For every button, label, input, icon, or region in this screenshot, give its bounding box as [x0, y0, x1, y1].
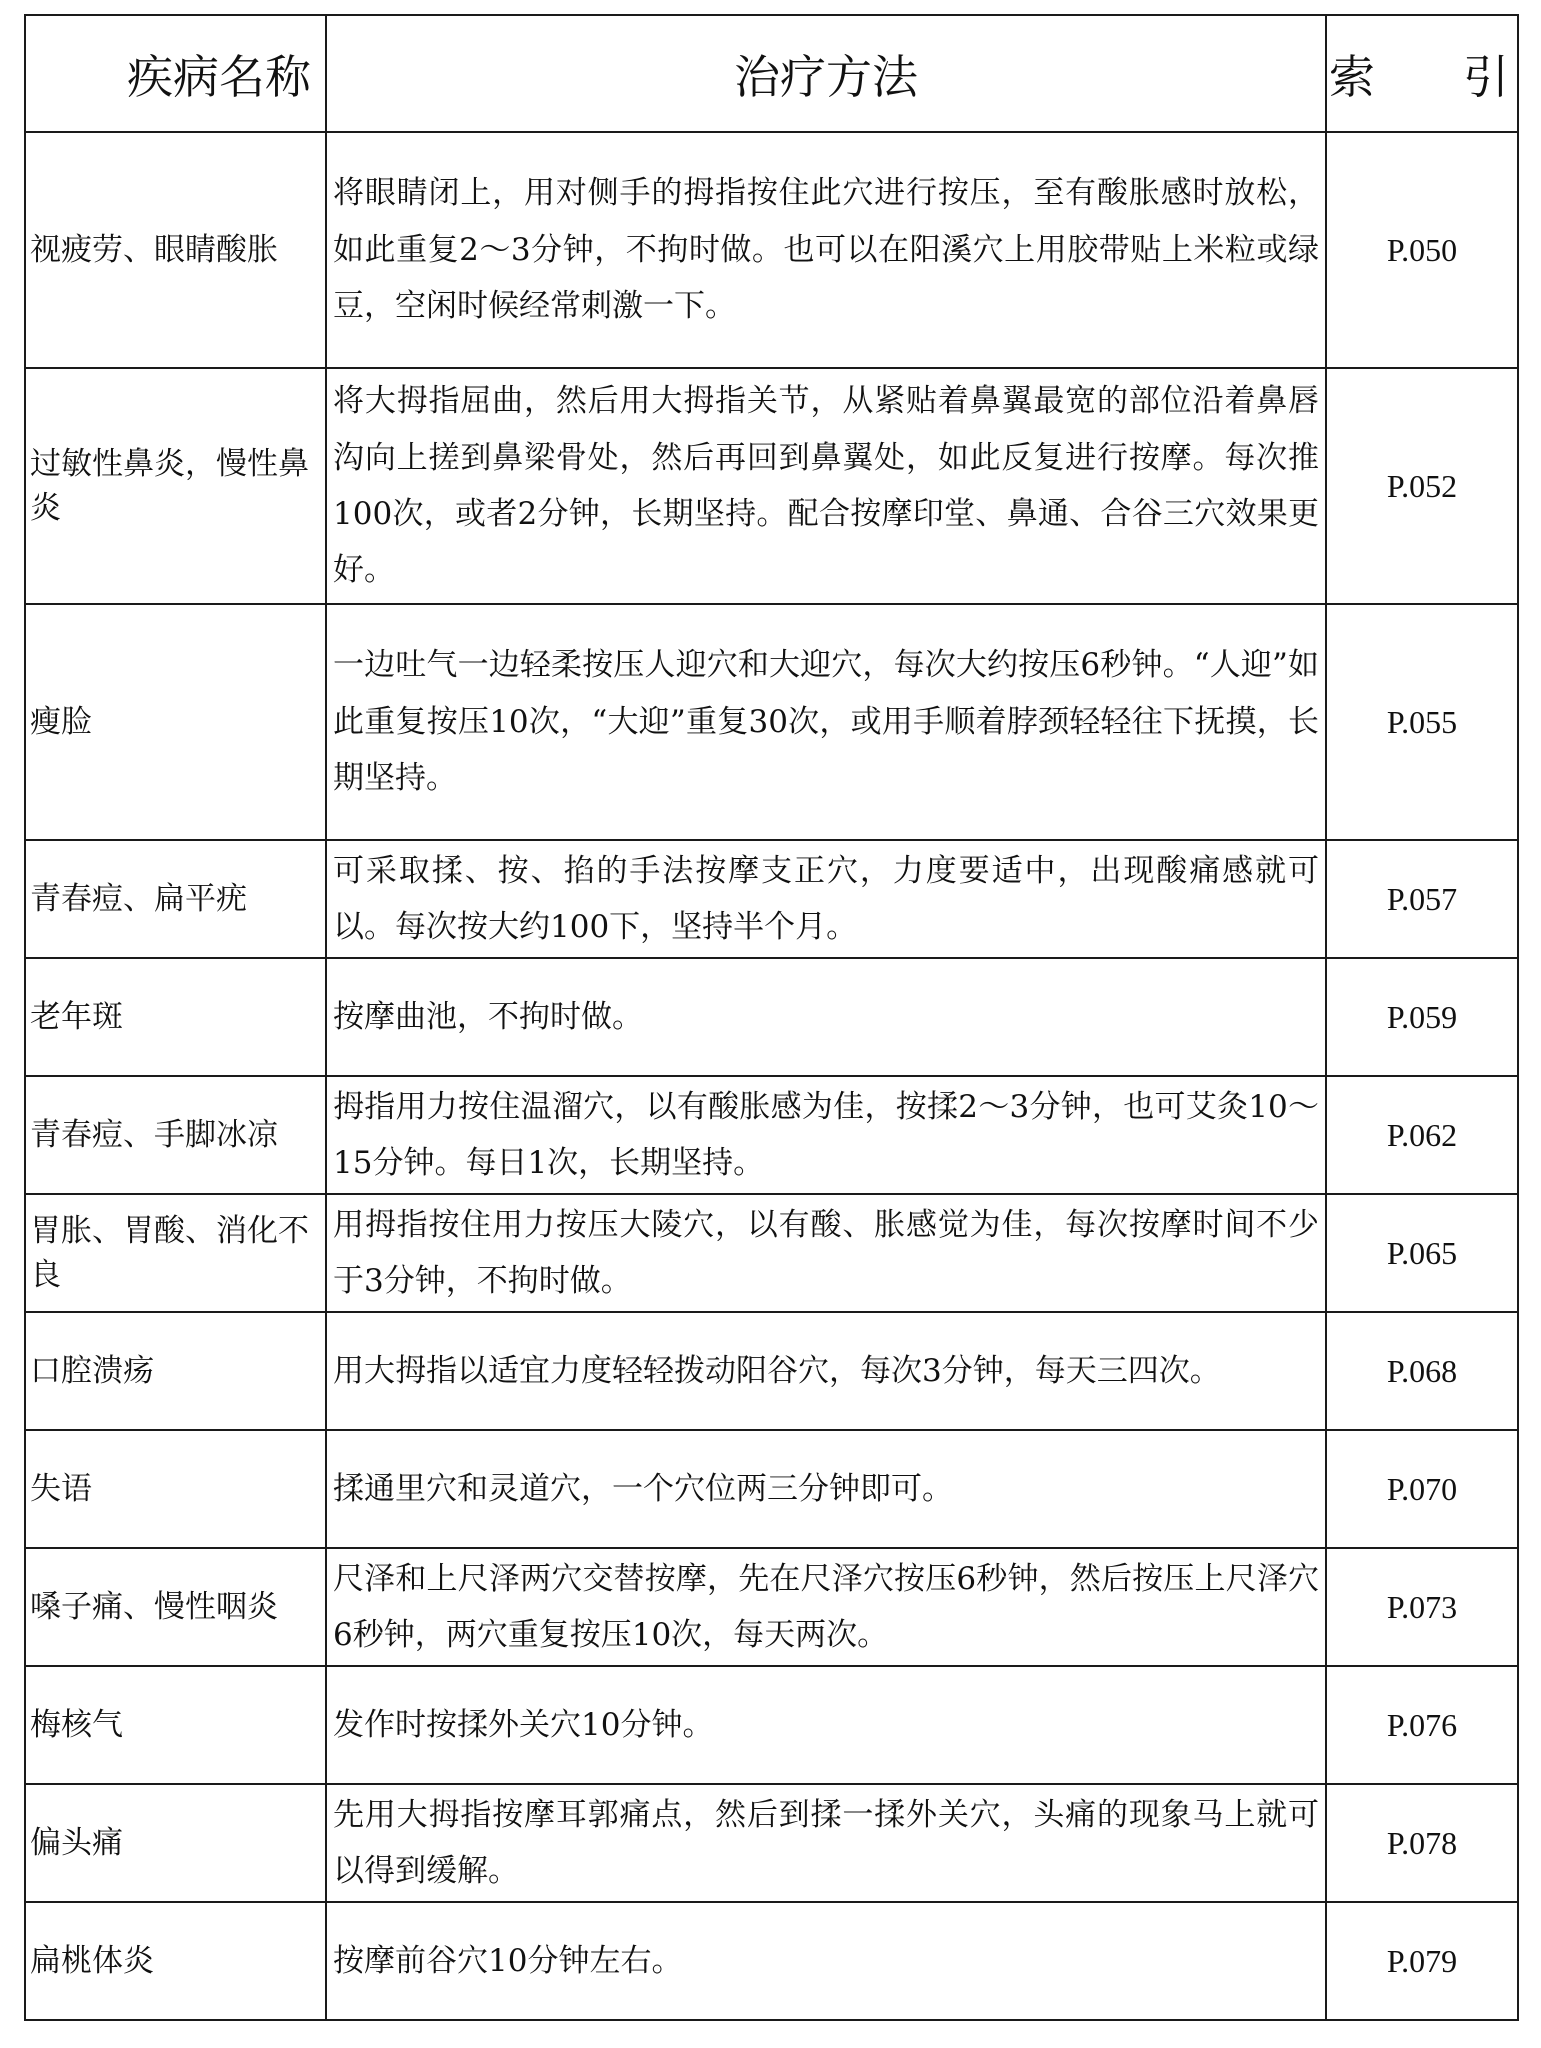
index-cell: P.068: [1326, 1312, 1518, 1430]
table-row: [25, 132, 1518, 368]
disease-cell: 过敏性鼻炎，慢性鼻炎: [25, 368, 326, 604]
disease-cell: 青春痘、手脚冰凉: [25, 1076, 326, 1194]
index-cell: P.073: [1326, 1548, 1518, 1666]
index-cell: P.050: [1326, 132, 1518, 368]
method-cell: 尺泽和上尺泽两穴交替按摩，先在尺泽穴按压6秒钟，然后按压上尺泽穴6秒钟，两穴重复按压10次，每天两次。: [326, 1548, 1326, 1666]
table-row: [25, 1548, 1518, 1666]
disease-cell: 瘦脸: [25, 604, 326, 840]
table-row: [25, 840, 1518, 958]
table-row: [25, 604, 1518, 840]
disease-cell: 梅核气: [25, 1666, 326, 1784]
method-cell: 用大拇指以适宜力度轻轻拨动阳谷穴，每次3分钟，每天三四次。: [326, 1312, 1326, 1430]
method-cell: 拇指用力按住温溜穴，以有酸胀感为佳，按揉2～3分钟，也可艾灸10～15分钟。每日1次，长期坚持。: [326, 1076, 1326, 1194]
table-row: [25, 1666, 1518, 1784]
disease-cell: 失语: [25, 1430, 326, 1548]
treatment-method-header: 治疗方法: [326, 15, 1326, 132]
treatment-table: [24, 14, 1519, 2021]
index-header-char-2: 引: [1463, 49, 1509, 104]
index-cell: P.059: [1326, 958, 1518, 1076]
index-cell: P.078: [1326, 1784, 1518, 1902]
disease-cell: 偏头痛: [25, 1784, 326, 1902]
index-cell: P.070: [1326, 1430, 1518, 1548]
table-row: [25, 1194, 1518, 1312]
method-cell: 按摩曲池，不拘时做。: [326, 958, 1326, 1076]
index-cell: P.062: [1326, 1076, 1518, 1194]
method-cell: 一边吐气一边轻柔按压人迎穴和大迎穴，每次大约按压6秒钟。“人迎”如此重复按压10次，“大迎”重复30次，或用手顺着脖颈轻轻往下抚摸，长期坚持。: [326, 604, 1326, 840]
method-cell: 按摩前谷穴10分钟左右。: [326, 1902, 1326, 2020]
table-row: [25, 958, 1518, 1076]
index-cell: P.076: [1326, 1666, 1518, 1784]
index-cell: P.057: [1326, 840, 1518, 958]
table-header-row: [25, 15, 1518, 132]
index-cell: P.065: [1326, 1194, 1518, 1312]
index-cell: P.055: [1326, 604, 1518, 840]
disease-name-header: 疾病名称: [25, 15, 326, 132]
method-cell: 发作时按揉外关穴10分钟。: [326, 1666, 1326, 1784]
index-header-char-1: 索: [1329, 49, 1375, 104]
method-cell: 可采取揉、按、掐的手法按摩支正穴，力度要适中，出现酸痛感就可以。每次按大约100下，坚持半个月。: [326, 840, 1326, 958]
table-row: [25, 1076, 1518, 1194]
index-cell: P.052: [1326, 368, 1518, 604]
index-cell: P.079: [1326, 1902, 1518, 2020]
disease-cell: 青春痘、扁平疣: [25, 840, 326, 958]
table-row: [25, 1784, 1518, 1902]
table-row: [25, 1312, 1518, 1430]
disease-cell: 口腔溃疡: [25, 1312, 326, 1430]
method-cell: 用拇指按住用力按压大陵穴，以有酸、胀感觉为佳，每次按摩时间不少于3分钟，不拘时做。: [326, 1194, 1326, 1312]
index-header: [1326, 15, 1518, 132]
method-cell: 揉通里穴和灵道穴，一个穴位两三分钟即可。: [326, 1430, 1326, 1548]
disease-cell: 视疲劳、眼睛酸胀: [25, 132, 326, 368]
table-row: [25, 368, 1518, 604]
table-row: [25, 1902, 1518, 2020]
method-cell: 先用大拇指按摩耳郭痛点，然后到揉一揉外关穴，头痛的现象马上就可以得到缓解。: [326, 1784, 1326, 1902]
table-row: [25, 1430, 1518, 1548]
disease-cell: 扁桃体炎: [25, 1902, 326, 2020]
method-cell: 将大拇指屈曲，然后用大拇指关节，从紧贴着鼻翼最宽的部位沿着鼻唇沟向上搓到鼻梁骨处，然后再回到鼻翼处，如此反复进行按摩。每次推100次，或者2分钟，长期坚持。配合按摩印堂、鼻通、合谷三穴效果更好。: [326, 368, 1326, 604]
disease-cell: 嗓子痛、慢性咽炎: [25, 1548, 326, 1666]
method-cell: 将眼睛闭上，用对侧手的拇指按住此穴进行按压，至有酸胀感时放松，如此重复2～3分钟，不拘时做。也可以在阳溪穴上用胶带贴上米粒或绿豆，空闲时候经常刺激一下。: [326, 132, 1326, 368]
disease-cell: 胃胀、胃酸、消化不良: [25, 1194, 326, 1312]
disease-cell: 老年斑: [25, 958, 326, 1076]
